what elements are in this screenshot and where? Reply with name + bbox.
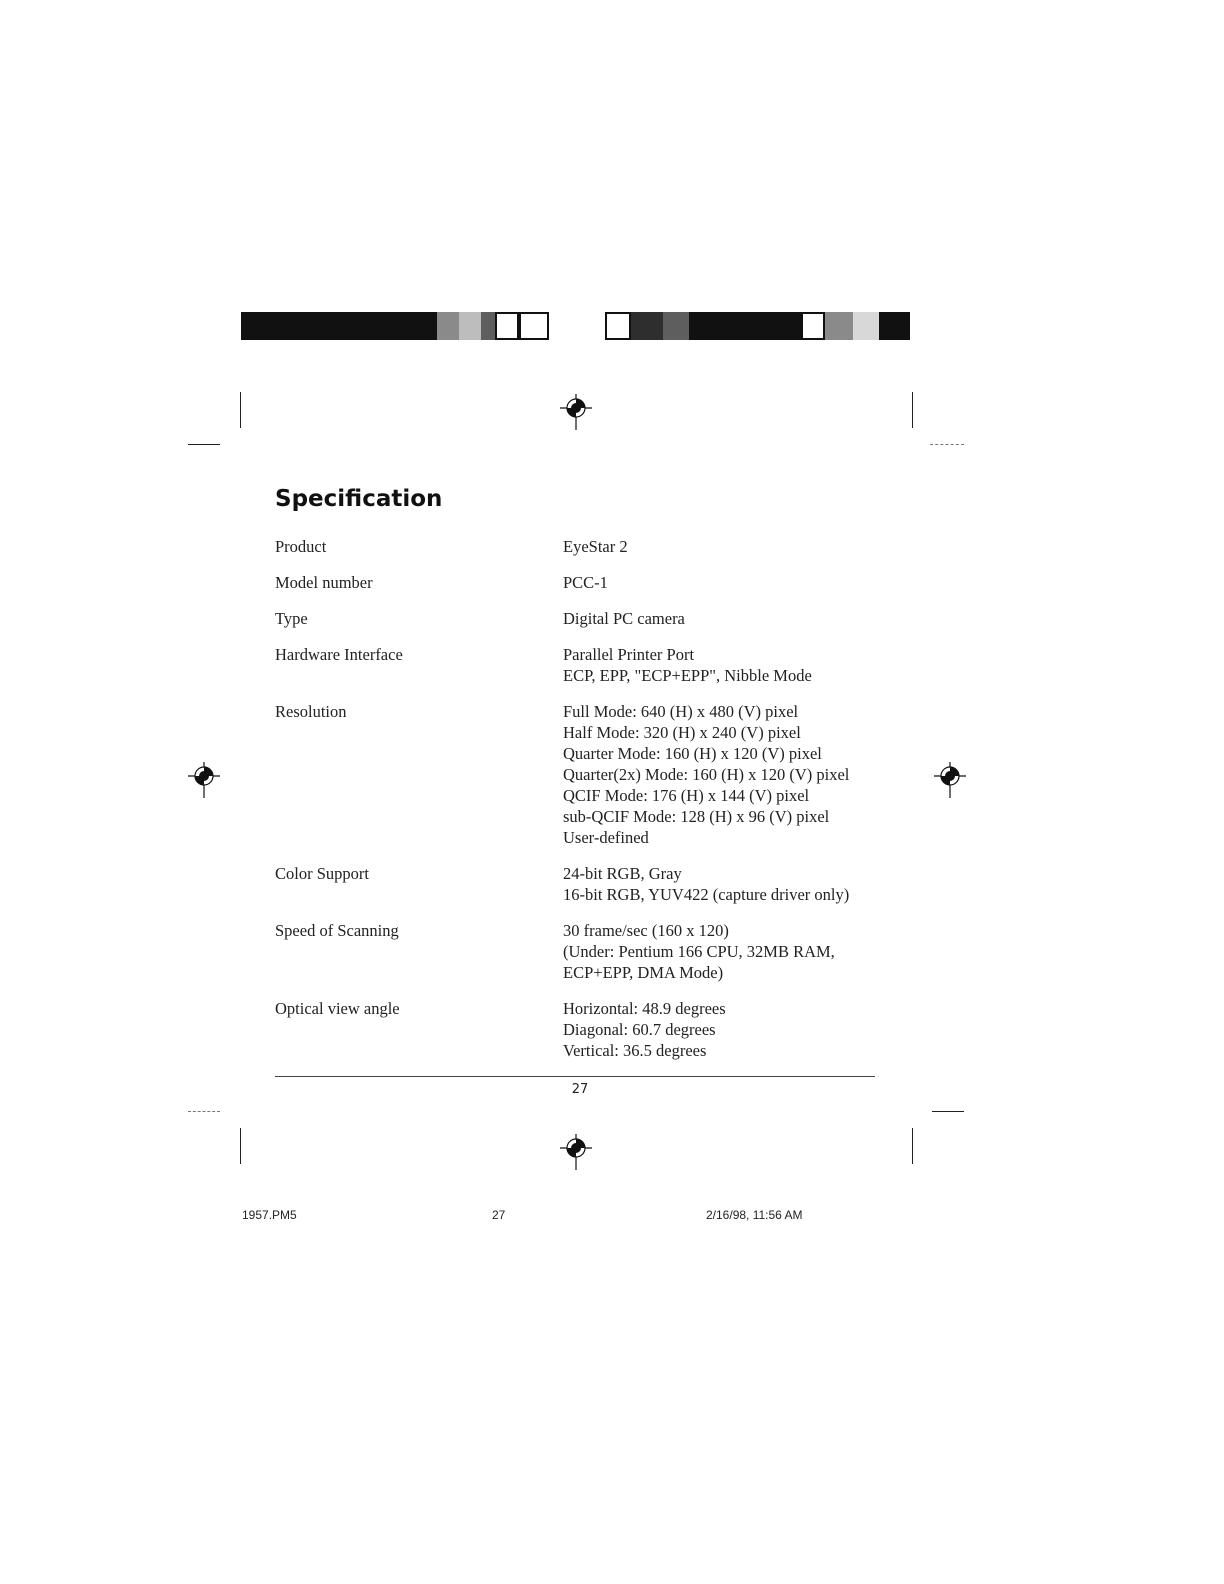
spec-value: Quarter Mode: 160 (H) x 120 (V) pixel bbox=[563, 744, 822, 763]
crop-mark-left-upper bbox=[188, 444, 220, 445]
crop-mark-top-right bbox=[912, 392, 913, 428]
spec-values bbox=[563, 608, 875, 629]
spec-row-optical-view-angle bbox=[275, 998, 875, 1061]
spec-row-model-number bbox=[275, 572, 875, 593]
spec-row-resolution bbox=[275, 701, 875, 848]
spec-value: 24-bit RGB, Gray bbox=[563, 864, 682, 883]
spec-label: Type bbox=[275, 609, 308, 628]
spec-values bbox=[563, 920, 875, 983]
color-bar-right bbox=[605, 312, 910, 340]
registration-mark-right bbox=[932, 758, 968, 802]
spec-label: Speed of Scanning bbox=[275, 921, 399, 940]
crop-mark-bottom-right bbox=[912, 1128, 913, 1164]
registration-mark-left bbox=[186, 758, 222, 802]
spec-value: Quarter(2x) Mode: 160 (H) x 120 (V) pixel bbox=[563, 765, 850, 784]
spec-values bbox=[563, 572, 875, 593]
crop-mark-bottom-left bbox=[240, 1128, 241, 1164]
footer-rule bbox=[275, 1076, 875, 1077]
spec-value: ECP, EPP, "ECP+EPP", Nibble Mode bbox=[563, 666, 812, 685]
spec-values bbox=[563, 701, 875, 848]
spec-value: Horizontal: 48.9 degrees bbox=[563, 999, 726, 1018]
slug-file-name: 1957.PM5 bbox=[242, 1208, 297, 1222]
spec-value: Parallel Printer Port bbox=[563, 645, 695, 664]
crop-mark-right-upper bbox=[930, 444, 964, 446]
spec-row-product bbox=[275, 536, 875, 557]
spec-label: Resolution bbox=[275, 702, 347, 721]
registration-mark-top bbox=[558, 390, 594, 434]
crop-mark-left-lower bbox=[188, 1111, 220, 1113]
spec-value: User-defined bbox=[563, 828, 649, 847]
spec-value: Half Mode: 320 (H) x 240 (V) pixel bbox=[563, 723, 801, 742]
slug-datetime: 2/16/98, 11:56 AM bbox=[706, 1208, 803, 1222]
spec-values bbox=[563, 644, 875, 686]
spec-value: 30 frame/sec (160 x 120) bbox=[563, 921, 729, 940]
spec-label: Model number bbox=[275, 573, 373, 592]
spec-label: Optical view angle bbox=[275, 999, 400, 1018]
spec-value: 16-bit RGB, YUV422 (capture driver only) bbox=[563, 885, 850, 904]
slug-page-number: 27 bbox=[492, 1208, 506, 1222]
spec-row-speed-of-scanning bbox=[275, 920, 875, 983]
spec-values bbox=[563, 863, 875, 905]
spec-value: ECP+EPP, DMA Mode) bbox=[563, 963, 724, 982]
crop-mark-top-left bbox=[240, 392, 241, 428]
page-number: 27 bbox=[571, 1082, 589, 1097]
spec-value: Diagonal: 60.7 degrees bbox=[563, 1020, 716, 1039]
spec-label: Product bbox=[275, 537, 327, 556]
spec-row-type bbox=[275, 608, 875, 629]
spec-label: Color Support bbox=[275, 864, 369, 883]
spec-row-color-support bbox=[275, 863, 875, 905]
spec-table bbox=[275, 536, 875, 1061]
spec-row-hardware-interface bbox=[275, 644, 875, 686]
spec-values bbox=[563, 998, 875, 1061]
spec-value: Full Mode: 640 (H) x 480 (V) pixel bbox=[563, 702, 799, 721]
spec-value: EyeStar 2 bbox=[563, 537, 628, 556]
spec-value: sub-QCIF Mode: 128 (H) x 96 (V) pixel bbox=[563, 807, 830, 826]
page-title: Specification bbox=[275, 486, 443, 512]
spec-label: Hardware Interface bbox=[275, 645, 403, 664]
spec-value: Digital PC camera bbox=[563, 609, 685, 628]
spec-value: Vertical: 36.5 degrees bbox=[563, 1041, 707, 1060]
spec-values bbox=[563, 536, 875, 557]
spec-value: (Under: Pentium 166 CPU, 32MB RAM, bbox=[563, 942, 835, 961]
spec-value: QCIF Mode: 176 (H) x 144 (V) pixel bbox=[563, 786, 810, 805]
color-bar-left bbox=[241, 312, 549, 340]
spec-value: PCC-1 bbox=[563, 573, 608, 592]
registration-mark-bottom bbox=[558, 1130, 594, 1174]
crop-mark-right-lower bbox=[932, 1111, 964, 1112]
